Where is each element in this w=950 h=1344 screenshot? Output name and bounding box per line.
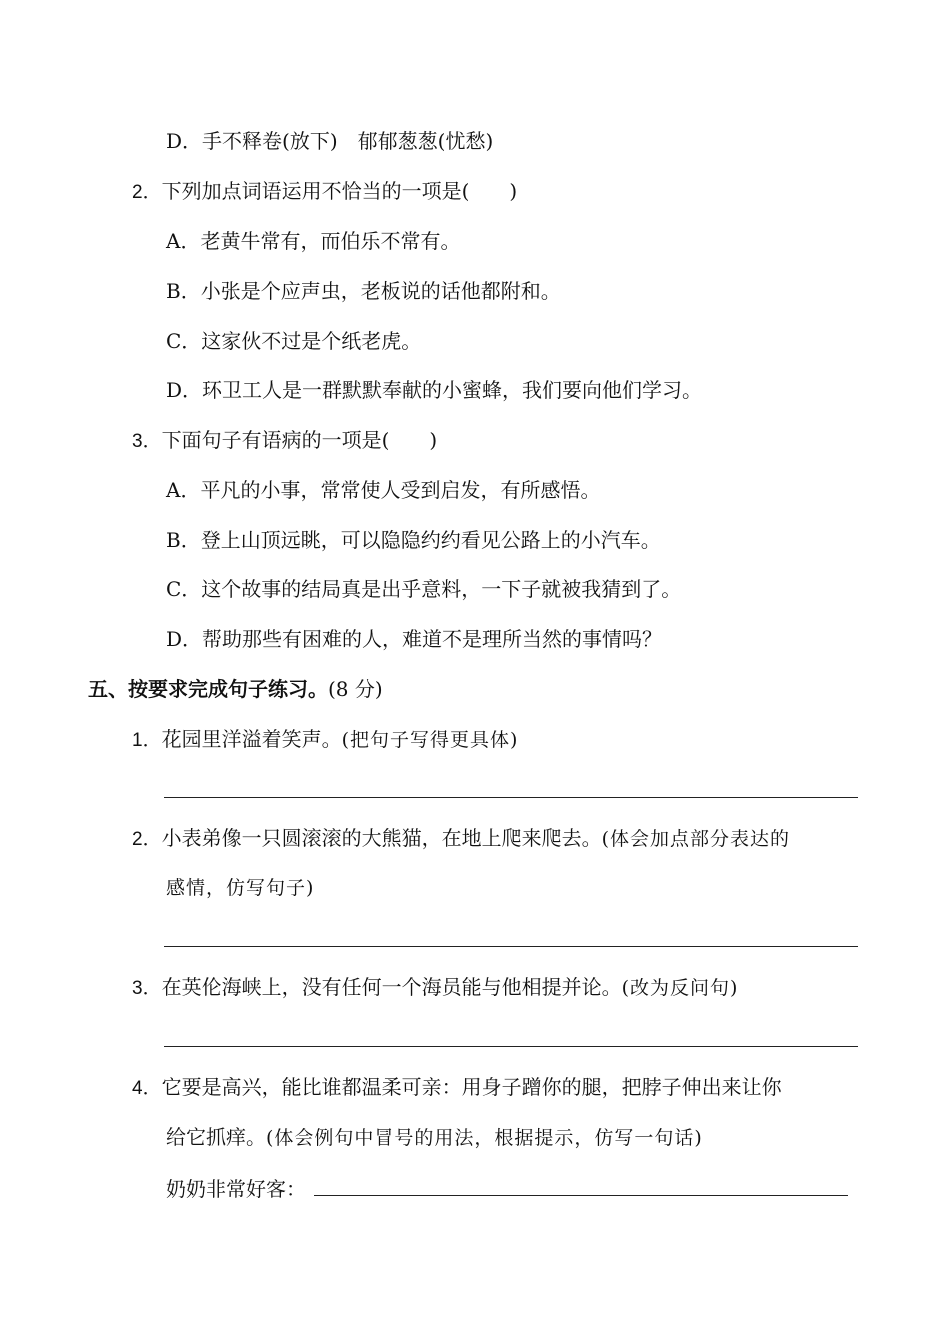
- s5-item-4-prompt: [166, 1172, 848, 1206]
- s5-item-2-hint-cont: 感情，仿写句子): [166, 877, 315, 899]
- q3-option-d: D．帮助那些有困难的人，难道不是理所当然的事情吗？: [166, 627, 663, 651]
- section-5-heading: [88, 672, 383, 706]
- q1-option-d: D．手不释卷(放下) 郁郁葱葱(忧愁): [166, 129, 494, 153]
- item-hint: (体会加点部分表达的: [601, 828, 790, 850]
- q2-option-c: C．这家伙不过是个纸老虎。: [166, 329, 422, 353]
- item-number: 4．: [132, 1078, 162, 1099]
- item-text: 它要是高兴，能比谁都温柔可亲：用身子蹭你的腿，把脖子伸出来让你: [161, 1075, 782, 1099]
- question-number: 2．: [132, 182, 162, 203]
- section-score: (8 分): [328, 677, 383, 701]
- item-hint: (改为反问句): [621, 977, 739, 999]
- prompt-label: 奶奶非常好客：: [166, 1177, 306, 1201]
- q2-option-d: D．环卫工人是一群默默奉献的小蜜蜂，我们要向他们学习。: [166, 378, 703, 402]
- item-hint: (把句子写得更具体): [341, 729, 519, 751]
- item-number: 2．: [132, 829, 162, 850]
- question-2: [132, 174, 517, 208]
- answer-line-3[interactable]: [164, 1046, 858, 1047]
- s5-item-2: [132, 821, 790, 855]
- item-hint: (体会例句中冒号的用法，根据提示，仿写一句话): [266, 1127, 703, 1149]
- item-number: 3．: [132, 978, 162, 999]
- answer-line-4[interactable]: [314, 1195, 848, 1196]
- s5-item-1: [132, 722, 518, 756]
- s5-item-3: [132, 970, 738, 1004]
- q3-option-b: B．登上山顶远眺，可以隐隐约约看见公路上的小汽车。: [166, 528, 661, 552]
- s5-item-4: [132, 1070, 782, 1104]
- item-text: 花园里洋溢着笑声。: [161, 727, 342, 751]
- item-text: 在英伦海峡上，没有任何一个海员能与他相提并论。: [161, 975, 622, 999]
- question-number: 3．: [132, 431, 162, 452]
- q2-option-b: B．小张是个应声虫，老板说的话他都附和。: [166, 279, 561, 303]
- answer-line-1[interactable]: [164, 797, 858, 798]
- q3-option-c: C．这个故事的结局真是出乎意料，一下子就被我猜到了。: [166, 577, 682, 601]
- q2-option-a: A．老黄牛常有，而伯乐不常有。: [166, 229, 461, 253]
- s5-item-4-cont: [166, 1120, 703, 1154]
- item-number: 1．: [132, 730, 162, 751]
- answer-line-2[interactable]: [164, 946, 858, 947]
- question-stem: 下面句子有语病的一项是( ): [161, 428, 438, 452]
- item-text-cont: 给它抓痒。: [166, 1125, 266, 1149]
- question-3: [132, 423, 437, 457]
- q3-option-a: A．平凡的小事，常常使人受到启发，有所感悟。: [166, 478, 601, 502]
- section-title: 五、按要求完成句子练习。: [88, 677, 328, 701]
- item-text: 小表弟像一只圆滚滚的大熊猫，在地上爬来爬去。: [161, 826, 602, 850]
- question-stem: 下列加点词语运用不恰当的一项是( ): [161, 179, 518, 203]
